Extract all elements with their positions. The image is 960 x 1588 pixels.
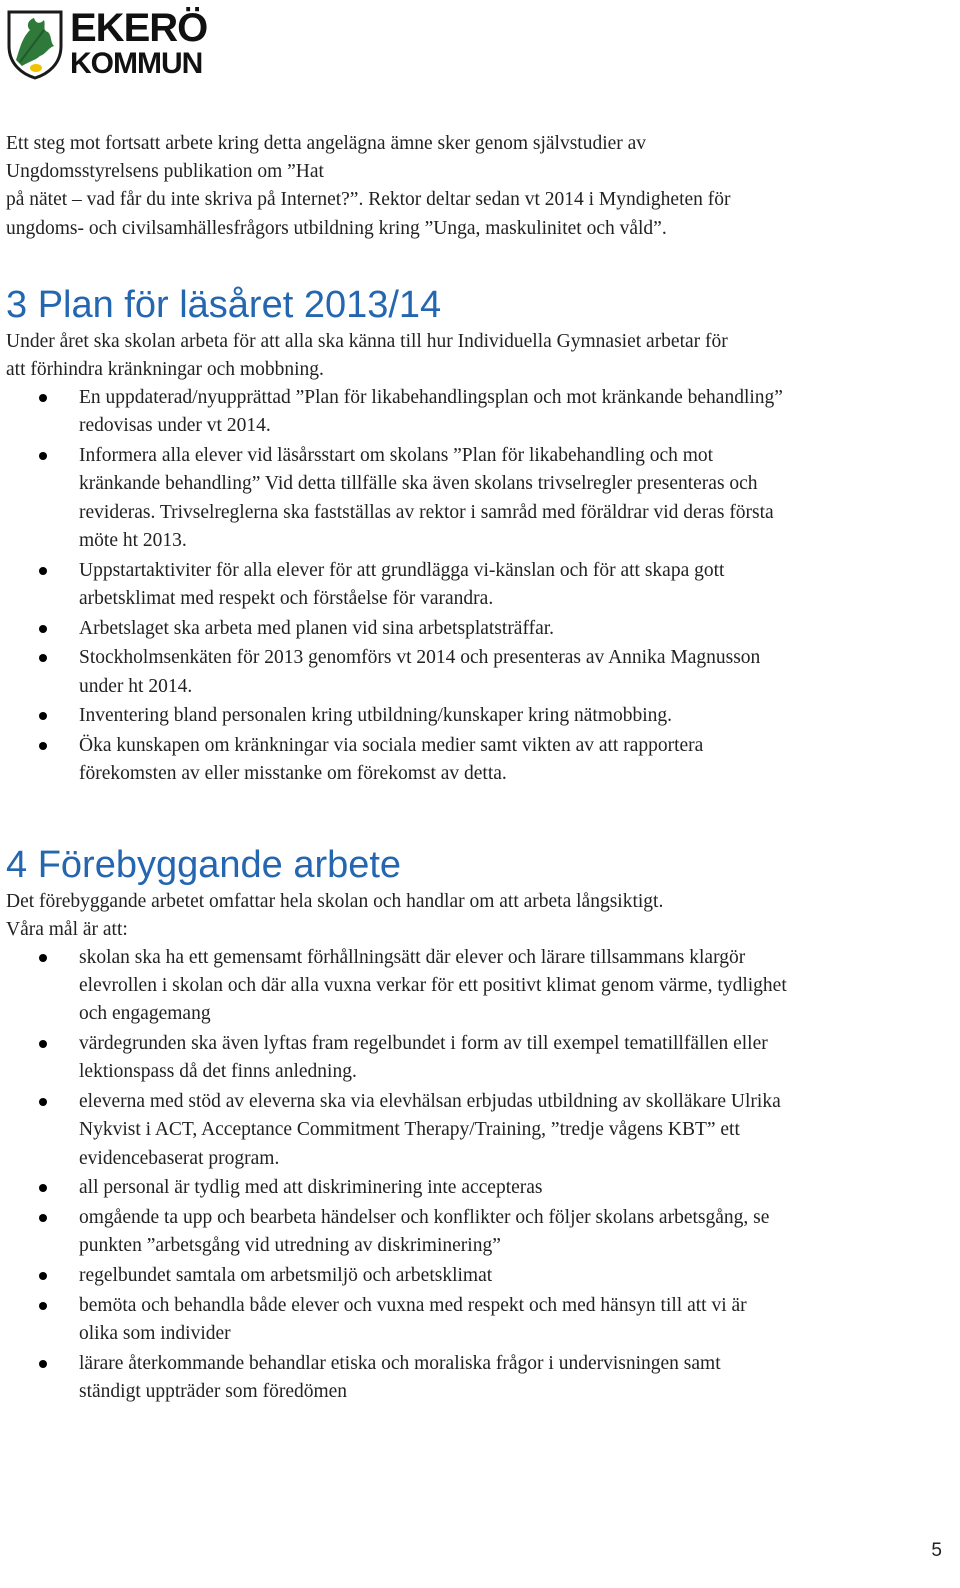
- section-4-bullet-list: [6, 944, 952, 1406]
- list-item-line: Arbetslaget ska arbeta med planen vid sina arbetsplatsträffar.: [79, 617, 555, 639]
- page-number: 5: [931, 1540, 942, 1561]
- list-item: [6, 1292, 952, 1348]
- list-item: [6, 1350, 952, 1406]
- list-item: [6, 1088, 952, 1173]
- list-item: [6, 1204, 952, 1260]
- list-item-line: omgående ta upp och bearbeta händelser och konflikter och följer skolans arbetsgång, se: [79, 1207, 770, 1229]
- section-3-bullet-list: [6, 384, 952, 788]
- list-item-line: Öka kunskapen om kränkningar via sociala medier samt vikten av att rapportera: [79, 735, 704, 757]
- list-item-line: ständigt uppträder som föredömen: [79, 1381, 348, 1403]
- intro-paragraph: [6, 130, 952, 243]
- list-item-line: Inventering bland personalen kring utbildning/kunskaper kring nätmobbing.: [79, 705, 673, 727]
- list-item-line: kränkande behandling” Vid detta tillfälle ska även skolans trivselregler presenteras och: [79, 473, 758, 495]
- list-item: [6, 442, 952, 555]
- intro-line: Ungdomsstyrelsens publikation om ”Hat: [6, 161, 324, 183]
- list-item-line: elevrollen i skolan och där alla vuxna verkar för ett positivt klimat genom värme, tydlighet: [79, 975, 787, 997]
- section-4-intro-line: Det förebyggande arbetet omfattar hela skolan och handlar om att arbeta långsiktigt.: [6, 890, 664, 912]
- list-item-line: all personal är tydlig med att diskriminering inte accepteras: [79, 1177, 543, 1199]
- list-item-line: En uppdaterad/nyupprättad ”Plan för likabehandlingsplan och mot kränkande behandling”: [79, 387, 783, 409]
- list-item: [6, 732, 952, 788]
- list-item-line: regelbundet samtala om arbetsmiljö och arbetsklimat: [79, 1265, 493, 1287]
- list-item-line: eleverna med stöd av eleverna ska via elevhälsan erbjudas utbildning av skolläkare Ulrika: [79, 1091, 781, 1113]
- list-item-line: värdegrunden ska även lyftas fram regelbundet i form av till exempel tematillfällen eller: [79, 1033, 768, 1055]
- list-item: [6, 384, 952, 440]
- list-item-line: möte ht 2013.: [79, 529, 187, 551]
- list-item-line: arbetsklimat med respekt och förståelse för varandra.: [79, 587, 494, 609]
- list-item: [6, 1030, 952, 1086]
- list-item-line: lektionspass då det finns anledning.: [79, 1061, 357, 1083]
- list-item: [6, 615, 952, 643]
- list-item-line: förekomsten av eller misstanke om förekomst av detta.: [79, 763, 507, 785]
- logo-text-kommun: KOMMUN: [70, 47, 203, 80]
- list-item-line: lärare återkommande behandlar etiska och moraliska frågor i undervisningen samt: [79, 1353, 721, 1375]
- list-item-line: punkten ”arbetsgång vid utredning av diskriminering”: [79, 1235, 501, 1257]
- section-3-intro-line: Under året ska skolan arbeta för att alla ska känna till hur Individuella Gymnasiet arbetar för: [6, 330, 728, 352]
- list-item-line: redovisas under vt 2014.: [79, 415, 271, 437]
- list-item-line: Uppstartaktiviter för alla elever för att grundlägga vi-känslan och för att skapa gott: [79, 559, 725, 581]
- list-item-line: under ht 2014.: [79, 675, 193, 697]
- list-item-line: bemöta och behandla både elever och vuxna med respekt och med hänsyn till att vi är: [79, 1295, 747, 1317]
- list-item: [6, 1174, 952, 1202]
- logo-text-ekero: EKERÖ: [70, 6, 208, 50]
- section-3-intro-line: att förhindra kränkningar och mobbning.: [6, 359, 324, 381]
- document-body: [6, 130, 952, 1408]
- ekero-kommun-logo: [6, 6, 218, 80]
- list-item: [6, 1262, 952, 1290]
- section-3-intro: [6, 328, 952, 384]
- oak-leaf-shield-icon: [6, 8, 64, 80]
- list-item-line: olika som individer: [79, 1323, 231, 1345]
- list-item: [6, 644, 952, 700]
- section-4-intro-line: Våra mål är att:: [6, 918, 128, 940]
- intro-line: på nätet – vad får du inte skriva på Internet?”. Rektor deltar sedan vt 2014 i Myndigheten för: [6, 189, 731, 211]
- list-item-line: Stockholmsenkäten för 2013 genomförs vt 2014 och presenteras av Annika Magnusson: [79, 647, 761, 669]
- list-item-line: revideras. Trivselreglerna ska fastställas av rektor i samråd med föräldrar vid deras första: [79, 501, 774, 523]
- list-item-line: Nykvist i ACT, Acceptance Commitment Therapy/Training, ”tredje vågens KBT” ett: [79, 1119, 740, 1141]
- intro-line: Ett steg mot fortsatt arbete kring detta angelägna ämne sker genom självstudier av: [6, 133, 647, 154]
- list-item: [6, 944, 952, 1029]
- list-item-line: Informera alla elever vid läsårsstart om skolans ”Plan för likabehandling och mot: [79, 445, 714, 467]
- section-4-heading: 4 Förebyggande arbete: [6, 843, 402, 886]
- intro-line: ungdoms- och civilsamhällesfrågors utbildning kring ”Unga, maskulinitet och våld”.: [6, 217, 667, 239]
- list-item-line: skolan ska ha ett gemensamt förhållningsätt där elever och lärare tillsammans klargör: [79, 947, 746, 969]
- list-item: [6, 557, 952, 613]
- section-4-intro: [6, 888, 952, 944]
- list-item: [6, 702, 952, 730]
- section-3-heading: 3 Plan för läsåret 2013/14: [6, 283, 442, 326]
- list-item-line: evidencebaserat program.: [79, 1147, 280, 1169]
- list-item-line: och engagemang: [79, 1003, 211, 1025]
